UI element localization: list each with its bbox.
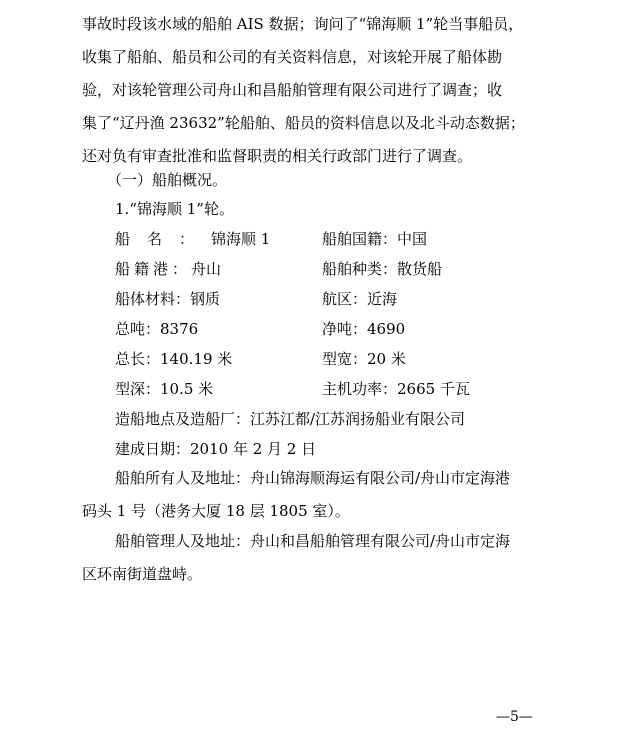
ship-info-row bbox=[115, 289, 565, 309]
paragraph-line: 码头 1 号（港务大厦 18 层 1805 室）。 bbox=[82, 502, 350, 520]
engine-power-label: 主机功率： bbox=[322, 380, 398, 398]
gross-tonnage-label: 总吨： bbox=[115, 320, 161, 338]
manager-paragraph bbox=[82, 525, 552, 591]
net-tonnage-label: 净吨： bbox=[322, 320, 368, 338]
owner-paragraph bbox=[82, 462, 552, 528]
paragraph-line: 区环南街道盘峙。 bbox=[82, 565, 203, 583]
engine-power-value: 2665 千瓦 bbox=[397, 380, 470, 398]
ship-info-row bbox=[115, 229, 565, 249]
subsection-heading: 1.“锦海顺 1”轮。 bbox=[115, 200, 234, 218]
beam-value: 20 米 bbox=[367, 350, 406, 368]
paragraph-line: 收集了船舶、船员和公司的有关资料信息，对该轮开展了船体勘 bbox=[82, 48, 503, 66]
material-label: 船体材料： bbox=[115, 290, 191, 308]
area-label: 航区： bbox=[322, 290, 368, 308]
ship-info-row bbox=[115, 259, 565, 279]
nationality-label: 船舶国籍： bbox=[322, 230, 398, 248]
length-value: 140.19 米 bbox=[160, 350, 233, 368]
depth-label: 型深： bbox=[115, 380, 161, 398]
length-label: 总长： bbox=[115, 350, 161, 368]
ship-name-value: 锦海顺 1 bbox=[211, 230, 271, 248]
port-value: 舟山 bbox=[191, 260, 222, 278]
port-label: 船籍港： bbox=[115, 260, 192, 278]
paragraph-line: 船舶管理人及地址：舟山和昌船舶管理有限公司/舟山市定海 bbox=[115, 532, 511, 550]
ship-info-row bbox=[115, 379, 565, 399]
intro-paragraph bbox=[82, 8, 552, 173]
builder-line: 造船地点及造船厂：江苏江都/江苏润扬船业有限公司 bbox=[115, 410, 466, 428]
paragraph-line: 集了“辽丹渔 23632”轮船舶、船员的资料信息以及北斗动态数据； bbox=[82, 114, 525, 132]
paragraph-line: 事故时段该水域的船舶 AIS 数据；询问了“锦海顺 1”轮当事船员， bbox=[82, 15, 524, 33]
ship-type-value: 散货船 bbox=[397, 260, 443, 278]
paragraph-line: 验，对该轮管理公司舟山和昌船舶管理有限公司进行了调查；收 bbox=[82, 81, 503, 99]
paragraph-line: 船舶所有人及地址：舟山锦海顺海运有限公司/舟山市定海港 bbox=[115, 469, 511, 487]
net-tonnage-value: 4690 bbox=[367, 320, 406, 338]
gross-tonnage-value: 8376 bbox=[160, 320, 199, 338]
build-date-line: 建成日期：2010 年 2 月 2 日 bbox=[115, 440, 317, 458]
ship-info-row bbox=[115, 319, 565, 339]
ship-type-label: 船舶种类： bbox=[322, 260, 398, 278]
area-value: 近海 bbox=[367, 290, 398, 308]
material-value: 钢质 bbox=[190, 290, 221, 308]
section-heading: （一）船舶概况。 bbox=[107, 171, 228, 189]
paragraph-line: 还对负有审查批准和监督职责的相关行政部门进行了调查。 bbox=[82, 147, 473, 165]
page-number: —5— bbox=[496, 709, 533, 725]
ship-name-label: 船名： bbox=[115, 230, 212, 248]
ship-info-row bbox=[115, 349, 565, 369]
depth-value: 10.5 米 bbox=[160, 380, 214, 398]
beam-label: 型宽： bbox=[322, 350, 368, 368]
nationality-value: 中国 bbox=[397, 230, 428, 248]
